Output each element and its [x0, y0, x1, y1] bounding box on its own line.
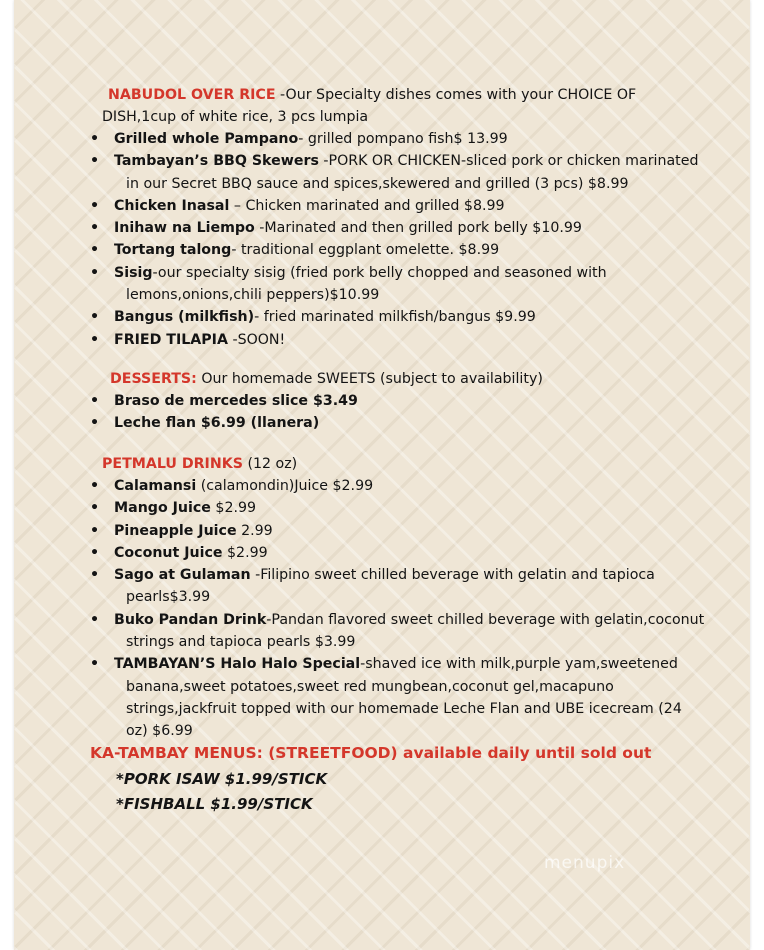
- item-desc: $2.99: [222, 544, 268, 561]
- list-item: [90, 542, 740, 564]
- item-name: Pineapple Juice: [114, 522, 237, 539]
- drinks-header: [102, 453, 297, 475]
- desserts-title: DESSERTS:: [110, 371, 197, 387]
- nabudol-list: [90, 128, 740, 351]
- drinks-list: [90, 475, 740, 743]
- item-desc-cont: lemons,onions,chili peppers)$10.99: [126, 287, 380, 304]
- list-item: [90, 128, 740, 150]
- nabudol-title: NABUDOL OVER RICE: [108, 87, 276, 103]
- item-name: Coconut Juice: [114, 544, 223, 561]
- desserts-intro: Our homemade SWEETS (subject to availability): [196, 371, 543, 387]
- item-desc: -Marinated and then grilled pork belly $10.99: [254, 220, 582, 237]
- nabudol-intro-line2: DISH,1cup of white rice, 3 pcs lumpia: [102, 109, 369, 125]
- item-name: Calamansi: [114, 478, 197, 494]
- nabudol-intro-line1: -Our Specialty dishes comes with your CHOICE OF: [275, 87, 637, 103]
- item-desc-cont: in our Secret BBQ sauce and spices,skewered and grilled (3 pcs) $8.99: [126, 175, 629, 192]
- item-desc-cont: oz) $6.99: [126, 723, 193, 740]
- list-item: [90, 653, 740, 742]
- item-desc-cont: strings,jackfruit topped with our homemade Leche Flan and UBE icecream (24: [126, 700, 682, 717]
- item-desc: $2.99: [210, 500, 257, 517]
- item-desc: - traditional eggplant omelette. $8.99: [231, 242, 500, 259]
- list-item: • Braso de mercedes slice $3.49: [90, 390, 740, 412]
- item-name: Buko Pandan Drink: [114, 611, 267, 628]
- item-name: Inihaw na Liempo: [114, 220, 255, 237]
- item-desc: -our specialty sisig (fried pork belly chopped and seasoned with: [152, 264, 607, 281]
- item-name: Bangus (milkfish): [114, 309, 255, 326]
- item-name: Sisig: [114, 264, 153, 281]
- list-item: [90, 329, 740, 351]
- item-desc: -SOON!: [227, 331, 286, 348]
- list-item: [90, 609, 740, 654]
- item-desc: -Filipino sweet chilled beverage with gelatin and tapioca: [250, 567, 655, 584]
- street-item-fishball: *FISHBALL $1.99/STICK: [116, 795, 313, 813]
- list-item: [90, 195, 740, 217]
- item-desc: -Pandan flavored sweet chilled beverage with gelatin,coconut: [266, 611, 705, 628]
- nabudol-header: [108, 84, 636, 106]
- list-item: [90, 564, 740, 609]
- menu-page: [14, 0, 750, 950]
- list-item: [90, 239, 740, 261]
- item-name: Tambayan’s BBQ Skewers: [114, 153, 319, 170]
- item-name: Mango Juice: [114, 500, 211, 517]
- item-desc-cont: banana,sweet potatoes,sweet red mungbean,coconut gel,macapuno: [126, 678, 614, 695]
- list-item: [90, 217, 740, 239]
- item-desc: - grilled pompano fish$ 13.99: [298, 131, 508, 147]
- desserts-list: [90, 390, 740, 435]
- item-desc: (calamondin)Juice $2.99: [196, 478, 374, 494]
- desserts-header: [110, 368, 543, 390]
- item-desc-cont: pearls$3.99: [126, 589, 211, 606]
- item-name: FRIED TILAPIA: [114, 331, 228, 348]
- list-item: [90, 306, 740, 328]
- list-item: [90, 475, 740, 497]
- item-name: Tortang talong: [114, 242, 232, 259]
- list-item: [90, 262, 740, 307]
- list-item: • Leche flan $6.99 (llanera): [90, 412, 740, 434]
- item-name: Chicken Inasal: [114, 197, 230, 214]
- watermark: menupix: [544, 853, 626, 873]
- katambay-title: KA-TAMBAY MENUS: (STREETFOOD) available daily until sold out: [90, 744, 652, 762]
- item-name: Sago at Gulaman: [114, 567, 251, 584]
- drinks-title: PETMALU DRINKS: [102, 456, 243, 472]
- item-desc: - fried marinated milkfish/bangus $9.99: [254, 309, 536, 326]
- item-name: TAMBAYAN’S Halo Halo Special: [114, 656, 361, 673]
- item-desc: -shaved ice with milk,purple yam,sweetened: [360, 656, 678, 673]
- item-desc: 2.99: [236, 522, 273, 539]
- drinks-intro: (12 oz): [242, 456, 298, 472]
- item-desc: – Chicken marinated and grilled $8.99: [229, 197, 505, 214]
- list-item: [90, 520, 740, 542]
- item-name: Grilled whole Pampano: [114, 131, 299, 147]
- item-desc: -PORK OR CHICKEN-sliced pork or chicken marinated: [318, 153, 699, 170]
- street-item-pork-isaw: *PORK ISAW $1.99/STICK: [116, 770, 328, 788]
- item-desc-cont: strings and tapioca pearls $3.99: [126, 634, 356, 651]
- list-item: [90, 150, 740, 195]
- list-item: [90, 497, 740, 519]
